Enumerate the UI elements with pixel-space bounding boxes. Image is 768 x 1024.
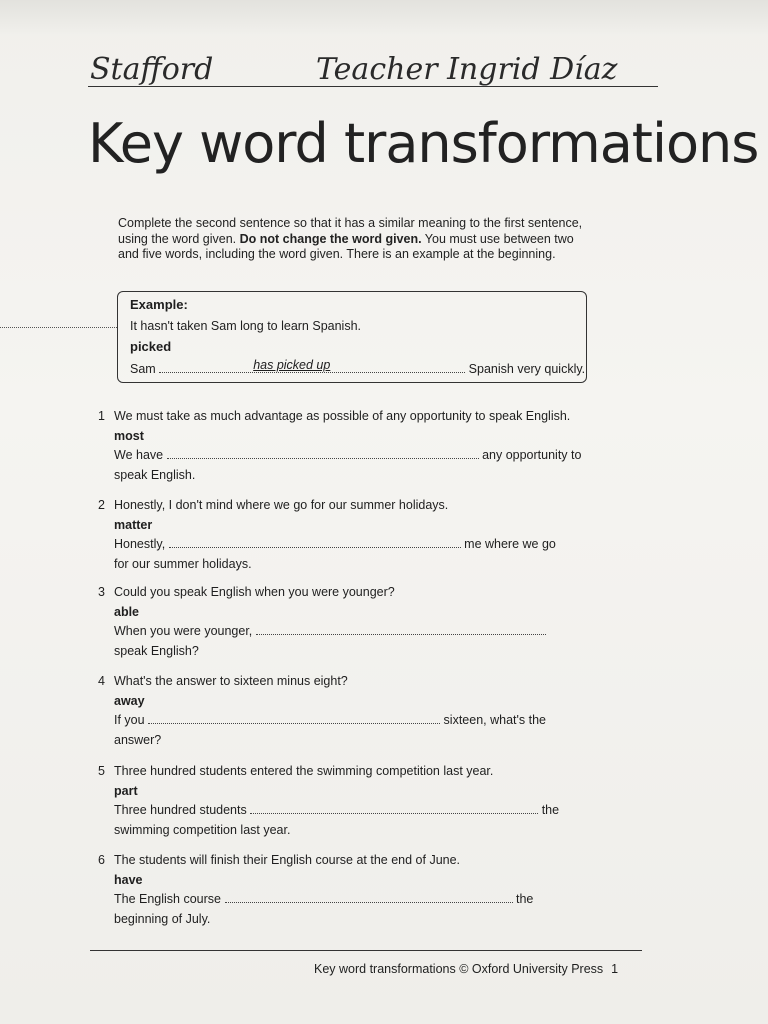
answer-start: When you were younger,: [114, 624, 253, 638]
instructions-bold: Do not change the word given.: [239, 231, 422, 246]
example-answer: has picked up: [253, 358, 331, 372]
question-5: [98, 762, 588, 840]
example-box: [117, 291, 587, 383]
question-sentence: What's the answer to sixteen minus eight?: [114, 674, 348, 688]
answer-end: me where we go: [464, 537, 556, 551]
example-start: Sam: [130, 362, 156, 376]
question-number: 4: [98, 674, 105, 688]
example-keyword: picked: [130, 339, 172, 354]
question-keyword: away: [114, 693, 145, 708]
question-1: [98, 407, 588, 485]
answer-blank[interactable]: [250, 802, 538, 814]
answer-continuation: for our summer holidays.: [114, 556, 252, 571]
question-3: [98, 583, 588, 661]
answer-blank[interactable]: [256, 623, 546, 635]
answer-start: We have: [114, 448, 164, 462]
question-4: [98, 672, 588, 750]
question-6: [98, 851, 588, 929]
answer-start: If you: [114, 713, 145, 727]
question-sentence: The students will finish their English course at the end of June.: [114, 853, 461, 867]
example-answer-blank: [159, 360, 465, 373]
answer-end: sixteen, what's the: [443, 713, 546, 727]
answer-continuation: speak English?: [114, 643, 199, 658]
answer-blank[interactable]: [148, 712, 440, 724]
footer-rule: [90, 950, 642, 951]
answer-end: any opportunity to: [482, 448, 582, 462]
question-number: 1: [98, 409, 105, 423]
question-keyword: matter: [114, 517, 153, 532]
answer-blank[interactable]: [225, 891, 513, 903]
page-title: Key word transformations: [88, 112, 759, 175]
question-keyword: have: [114, 872, 143, 887]
answer-continuation: swimming competition last year.: [114, 822, 291, 837]
question-2: [98, 496, 588, 574]
example-heading: Example:: [130, 297, 188, 312]
scan-dotted-line: [0, 327, 117, 328]
answer-continuation: beginning of July.: [114, 911, 211, 926]
answer-continuation: speak English.: [114, 467, 196, 482]
question-sentence: Honestly, I don't mind where we go for our summer holidays.: [114, 498, 449, 512]
footer: [314, 962, 618, 976]
question-keyword: able: [114, 604, 140, 619]
example-answer-line: [130, 358, 586, 376]
answer-start: Honestly,: [114, 537, 166, 551]
example-sentence: It hasn't taken Sam long to learn Spanish.: [130, 319, 361, 333]
question-number: 3: [98, 585, 105, 599]
question-sentence: Three hundred students entered the swimming competition last year.: [114, 764, 494, 778]
teacher-name: Teacher Ingrid Díaz: [316, 52, 618, 87]
answer-end: the: [541, 803, 560, 817]
page-number: 1: [611, 962, 619, 976]
question-number: 6: [98, 853, 105, 867]
answer-continuation: answer?: [114, 732, 162, 747]
answer-blank[interactable]: [167, 447, 479, 459]
question-keyword: most: [114, 428, 144, 443]
answer-start: The English course: [114, 892, 222, 906]
scan-shadow: [0, 0, 768, 36]
question-sentence: We must take as much advantage as possible of any opportunity to speak English.: [114, 409, 571, 423]
student-name: Stafford: [90, 52, 214, 87]
answer-end: the: [515, 892, 534, 906]
question-number: 2: [98, 498, 105, 512]
question-keyword: part: [114, 783, 138, 798]
name-underline: [88, 86, 658, 87]
answer-blank[interactable]: [169, 536, 461, 548]
answer-start: Three hundred students: [114, 803, 247, 817]
handwritten-header: [88, 48, 658, 90]
question-sentence: Could you speak English when you were younger?: [114, 585, 395, 599]
question-number: 5: [98, 764, 105, 778]
instructions: [118, 216, 588, 263]
instructions-text-2: You must use between two and five words, including the word given. There is an example at the beginning.: [118, 231, 574, 261]
instructions-text: Complete the second sentence so that it has a similar meaning to the first sentence, using the word given.: [118, 216, 583, 246]
footer-text: Key word transformations © Oxford University Press: [314, 962, 604, 976]
example-end: Spanish very quickly.: [468, 362, 586, 376]
